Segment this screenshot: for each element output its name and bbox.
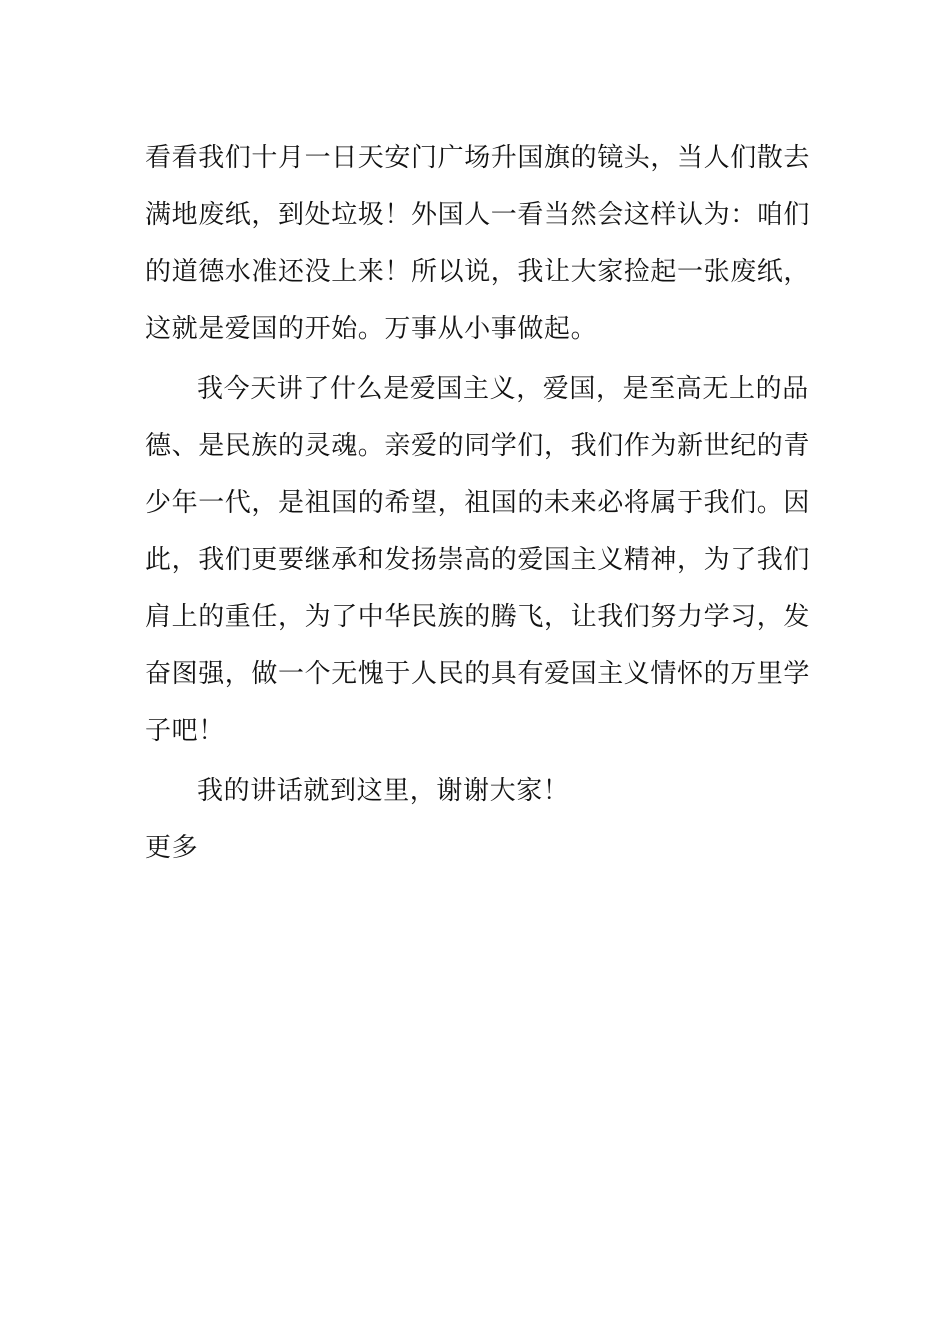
paragraph-4 — [145, 820, 815, 877]
paragraph-line: 此，我们更要继承和发扬崇高的爱国主义精神，为了我们 — [145, 545, 811, 575]
closing-line: 我的讲话就到这里，谢谢大家！ — [197, 776, 570, 806]
document-body — [145, 130, 815, 877]
paragraph-line: 少年一代，是祖国的希望，祖国的未来必将属于我们。因 — [145, 488, 811, 518]
paragraph-line: 子吧！ — [145, 716, 225, 746]
paragraph-line: 德、是民族的灵魂。亲爱的同学们，我们作为新世纪的青 — [145, 431, 811, 461]
paragraph-line: 我今天讲了什么是爱国主义，爱国，是至高无上的品 — [197, 374, 809, 404]
paragraph-line: 肩上的重任，为了中华民族的腾飞，让我们努力学习，发 — [145, 602, 811, 632]
paragraph-2 — [145, 361, 815, 760]
paragraph-line: 奋图强，做一个无愧于人民的具有爱国主义情怀的万里学 — [145, 659, 811, 689]
paragraph-line: 这就是爱国的开始。万事从小事做起。 — [145, 314, 598, 344]
more-text: 更多 — [145, 833, 199, 863]
paragraph-3 — [145, 763, 815, 820]
paragraph-1 — [145, 130, 815, 358]
paragraph-line: 看看我们十月一日天安门广场升国旗的镜头，当人们散去 — [145, 143, 811, 173]
paragraph-line: 满地废纸，到处垃圾！外国人一看当然会这样认为：咱们 — [145, 200, 811, 230]
paragraph-line: 的道德水准还没上来！所以说，我让大家捡起一张废纸， — [145, 257, 811, 287]
